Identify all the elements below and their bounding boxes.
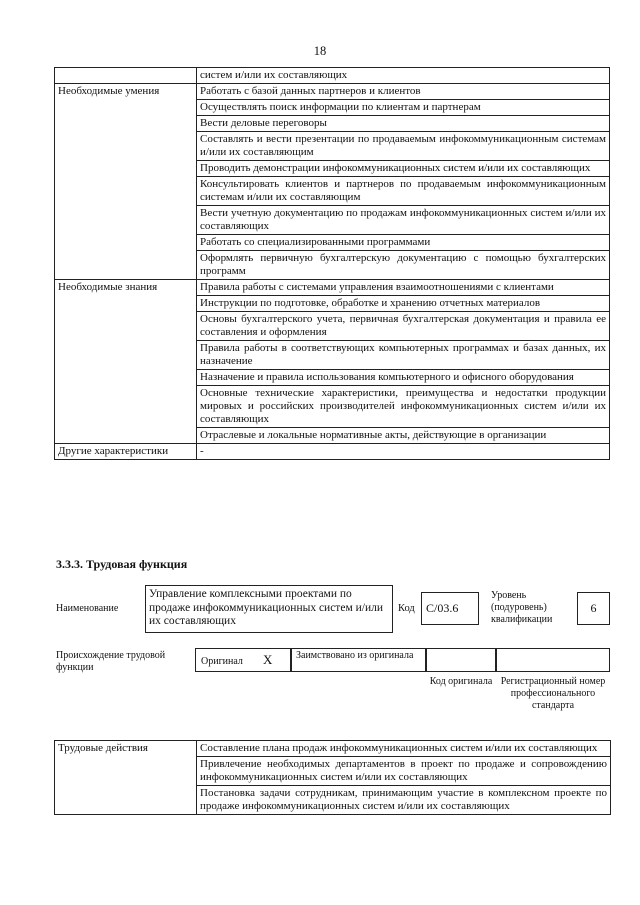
original-mark: X	[263, 652, 273, 667]
row-text: Консультировать клиентов и партнеров по продаваемым инфокоммуникационным системам и/или их составляющим	[197, 177, 610, 206]
row-text: Проводить демонстрации инфокоммуникационных систем и/или их составляющих	[197, 161, 610, 177]
table-row	[55, 84, 610, 100]
row-text: Составлять и вести презентации по продаваемым инфокоммуникационным системам и/или их составляющим	[197, 132, 610, 161]
row-text: Правила работы в соответствующих компьютерных программах и базах данных, их назначение	[197, 341, 610, 370]
row-text: Работать с базой данных партнеров и клиентов	[197, 84, 610, 100]
row-text: Основные технические характеристики, преимущества и недостатки продукции мировых и российских производителей инфокоммуникационных систем и/или их составляющих	[197, 386, 610, 428]
level-value-box: 6	[577, 592, 610, 625]
row-text: Постановка задачи сотрудникам, принимающим участие в комплексном проекте по продаже инфокоммуникационных систем и/или их составляющих	[197, 786, 611, 815]
row-label	[55, 68, 197, 84]
page-number: 18	[313, 44, 327, 58]
row-text: Составление плана продаж инфокоммуникационных систем и/или их составляющих	[197, 741, 611, 757]
row-text: Правила работы с системами управления взаимоотношениями с клиентами	[197, 280, 610, 296]
reg-number-label: Регистрационный номер профессионального стандарта	[500, 676, 606, 711]
origin-cell-reg-number	[496, 648, 610, 672]
table-row	[55, 444, 610, 460]
row-label-other: Другие характеристики	[55, 444, 197, 460]
name-value-box: Управление комплексными проектами по продаже инфокоммуникационных систем и/или их составляющих	[145, 585, 393, 633]
code-label: Код	[398, 603, 415, 614]
row-text: Вести учетную документацию по продажам инфокоммуникационных систем и/или их составляющих	[197, 206, 610, 235]
row-text: систем и/или их составляющих	[197, 68, 610, 84]
row-text: Осуществлять поиск информации по клиентам и партнерам	[197, 100, 610, 116]
level-label: Уровень (подуровень) квалификации	[491, 590, 553, 625]
row-label-actions: Трудовые действия	[55, 741, 197, 815]
section-title: 3.3.3. Трудовая функция	[56, 557, 188, 571]
code-original-label: Код оригинала	[429, 676, 493, 687]
row-text: -	[197, 444, 610, 460]
row-text: Вести деловые переговоры	[197, 116, 610, 132]
table-row	[55, 741, 611, 757]
row-text: Отраслевые и локальные нормативные акты, действующие в организации	[197, 428, 610, 444]
row-text: Работать со специализированными программами	[197, 235, 610, 251]
origin-cell-code	[426, 648, 496, 672]
skills-knowledge-table	[54, 67, 610, 460]
table-row	[55, 280, 610, 296]
name-label: Наименование	[56, 603, 119, 614]
labor-actions-table	[54, 740, 611, 815]
row-label-skills: Необходимые умения	[55, 84, 197, 280]
row-label-knowledge: Необходимые знания	[55, 280, 197, 444]
row-text: Привлечение необходимых департаментов в проект по продаже и сопровождению инфокоммуникационных систем и/или их составляющих	[197, 757, 611, 786]
borrowed-label: Заимствовано из оригинала	[296, 650, 414, 661]
code-value-box: C/03.6	[421, 592, 479, 625]
origin-label: Происхождение трудовой функции	[56, 650, 166, 673]
row-text: Назначение и правила использования компьютерного и офисного оборудования	[197, 370, 610, 386]
row-text: Инструкции по подготовке, обработке и хранению отчетных материалов	[197, 296, 610, 312]
row-text: Основы бухгалтерского учета, первичная бухгалтерская документация и правила ее составления и оформления	[197, 312, 610, 341]
row-text: Оформлять первичную бухгалтерскую документацию с помощью бухгалтерских программ	[197, 251, 610, 280]
original-label: Оригинал	[201, 656, 243, 667]
table-row	[55, 68, 610, 84]
